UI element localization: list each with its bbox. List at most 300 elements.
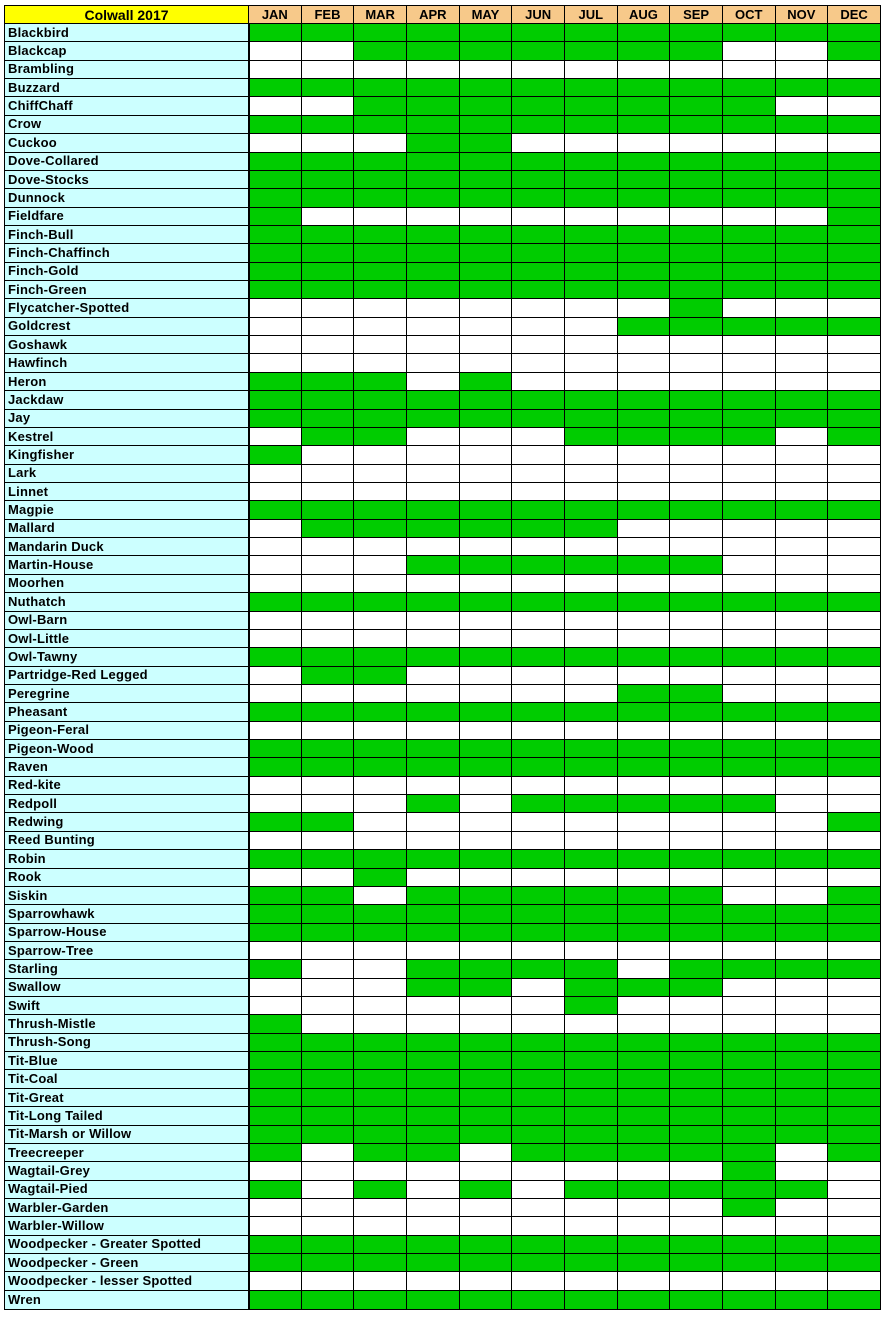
- sighting-cell-empty: [828, 776, 881, 794]
- sighting-cell-seen: [828, 960, 881, 978]
- sighting-cell-empty: [722, 813, 775, 831]
- sighting-cell-empty: [301, 721, 354, 739]
- sighting-cell-seen: [564, 24, 617, 42]
- sighting-cell-seen: [828, 207, 881, 225]
- sighting-cell-seen: [564, 1052, 617, 1070]
- sighting-cell-seen: [406, 905, 459, 923]
- sighting-cell-empty: [564, 1162, 617, 1180]
- sighting-cell-seen: [828, 648, 881, 666]
- sighting-cell-seen: [354, 1235, 407, 1253]
- sighting-cell-empty: [722, 831, 775, 849]
- sighting-cell-empty: [512, 1162, 565, 1180]
- sighting-cell-seen: [564, 262, 617, 280]
- sighting-cell-seen: [512, 24, 565, 42]
- sighting-cell-seen: [301, 281, 354, 299]
- sighting-cell-seen: [249, 905, 302, 923]
- sighting-cell-seen: [617, 1180, 670, 1198]
- sighting-cell-seen: [406, 593, 459, 611]
- bird-name-cell: Mallard: [5, 519, 249, 537]
- sighting-cell-empty: [564, 831, 617, 849]
- table-row: [5, 427, 881, 445]
- sighting-cell-empty: [670, 666, 723, 684]
- sighting-cell-seen: [354, 391, 407, 409]
- sighting-cell-empty: [459, 997, 512, 1015]
- sighting-cell-seen: [564, 1107, 617, 1125]
- sighting-cell-seen: [301, 409, 354, 427]
- sighting-cell-empty: [722, 1272, 775, 1290]
- sighting-cell-empty: [406, 813, 459, 831]
- sighting-cell-seen: [249, 262, 302, 280]
- sighting-cell-empty: [512, 666, 565, 684]
- sighting-cell-seen: [354, 923, 407, 941]
- sighting-cell-empty: [828, 482, 881, 500]
- sighting-cell-seen: [564, 281, 617, 299]
- sighting-cell-empty: [828, 978, 881, 996]
- sighting-cell-empty: [354, 611, 407, 629]
- bird-name-cell: Swallow: [5, 978, 249, 996]
- sighting-cell-seen: [617, 1254, 670, 1272]
- sighting-cell-empty: [564, 684, 617, 702]
- sighting-cell-seen: [828, 923, 881, 941]
- sighting-cell-empty: [406, 941, 459, 959]
- sighting-cell-empty: [354, 1272, 407, 1290]
- sighting-cell-seen: [775, 648, 828, 666]
- sighting-cell-empty: [512, 354, 565, 372]
- sighting-cell-seen: [617, 79, 670, 97]
- sighting-cell-empty: [406, 299, 459, 317]
- sighting-cell-empty: [512, 611, 565, 629]
- sighting-cell-empty: [670, 446, 723, 464]
- table-row: [5, 648, 881, 666]
- sighting-cell-seen: [722, 1180, 775, 1198]
- sighting-cell-empty: [670, 372, 723, 390]
- month-header-jan: JAN: [249, 6, 302, 24]
- sighting-cell-seen: [459, 978, 512, 996]
- sighting-cell-empty: [354, 776, 407, 794]
- sighting-cell-seen: [670, 1107, 723, 1125]
- sighting-cell-seen: [512, 960, 565, 978]
- sighting-cell-empty: [406, 684, 459, 702]
- sighting-cell-seen: [406, 501, 459, 519]
- sighting-cell-empty: [301, 1272, 354, 1290]
- sighting-cell-seen: [670, 886, 723, 904]
- sighting-cell-empty: [617, 464, 670, 482]
- sighting-cell-seen: [301, 886, 354, 904]
- table-row: [5, 244, 881, 262]
- sighting-cell-empty: [617, 207, 670, 225]
- sighting-cell-empty: [564, 629, 617, 647]
- sighting-cell-seen: [459, 593, 512, 611]
- sighting-cell-empty: [775, 299, 828, 317]
- sighting-cell-empty: [249, 1162, 302, 1180]
- sighting-cell-seen: [722, 1052, 775, 1070]
- sighting-cell-seen: [670, 170, 723, 188]
- sighting-cell-empty: [722, 886, 775, 904]
- sighting-cell-seen: [564, 152, 617, 170]
- sighting-cell-empty: [406, 721, 459, 739]
- sighting-cell-seen: [354, 1143, 407, 1161]
- sighting-cell-seen: [775, 703, 828, 721]
- sighting-cell-empty: [512, 1180, 565, 1198]
- sighting-cell-empty: [722, 978, 775, 996]
- table-row: [5, 1143, 881, 1161]
- sighting-cell-seen: [354, 850, 407, 868]
- bird-name-cell: Redpoll: [5, 795, 249, 813]
- sighting-cell-seen: [459, 134, 512, 152]
- sighting-cell-seen: [249, 1125, 302, 1143]
- sighting-cell-seen: [406, 1125, 459, 1143]
- sighting-cell-seen: [406, 850, 459, 868]
- sighting-cell-seen: [775, 1033, 828, 1051]
- sighting-cell-empty: [828, 519, 881, 537]
- sighting-cell-seen: [406, 225, 459, 243]
- sighting-cell-empty: [301, 831, 354, 849]
- sighting-cell-empty: [512, 831, 565, 849]
- sighting-cell-seen: [406, 97, 459, 115]
- sighting-cell-empty: [406, 666, 459, 684]
- sighting-cell-seen: [828, 152, 881, 170]
- sighting-cell-empty: [564, 354, 617, 372]
- sighting-cell-seen: [722, 923, 775, 941]
- sighting-cell-seen: [828, 42, 881, 60]
- sighting-cell-empty: [775, 372, 828, 390]
- sighting-cell-seen: [775, 262, 828, 280]
- sighting-cell-empty: [512, 776, 565, 794]
- sighting-cell-empty: [775, 336, 828, 354]
- sighting-cell-empty: [301, 868, 354, 886]
- sighting-cell-seen: [670, 1143, 723, 1161]
- sighting-cell-seen: [301, 225, 354, 243]
- sighting-cell-empty: [459, 813, 512, 831]
- sighting-cell-seen: [670, 593, 723, 611]
- sighting-cell-seen: [670, 1033, 723, 1051]
- sighting-cell-empty: [722, 556, 775, 574]
- sighting-cell-empty: [828, 629, 881, 647]
- sighting-cell-empty: [406, 831, 459, 849]
- bird-name-cell: Magpie: [5, 501, 249, 519]
- sighting-cell-seen: [459, 960, 512, 978]
- month-header-may: MAY: [459, 6, 512, 24]
- sighting-cell-empty: [617, 831, 670, 849]
- sighting-cell-seen: [301, 850, 354, 868]
- table-row: [5, 868, 881, 886]
- table-row: [5, 593, 881, 611]
- bird-name-cell: Reed Bunting: [5, 831, 249, 849]
- sighting-cell-empty: [406, 629, 459, 647]
- sighting-cell-seen: [459, 1290, 512, 1309]
- sighting-cell-empty: [249, 299, 302, 317]
- sighting-cell-seen: [564, 648, 617, 666]
- sighting-cell-seen: [564, 1180, 617, 1198]
- sighting-cell-seen: [354, 115, 407, 133]
- sighting-cell-empty: [459, 427, 512, 445]
- sighting-cell-empty: [617, 519, 670, 537]
- month-header-sep: SEP: [670, 6, 723, 24]
- sighting-cell-seen: [512, 1235, 565, 1253]
- sighting-cell-seen: [406, 1290, 459, 1309]
- bird-name-cell: Redwing: [5, 813, 249, 831]
- sighting-cell-empty: [564, 868, 617, 886]
- sighting-cell-empty: [775, 574, 828, 592]
- sighting-cell-seen: [722, 1125, 775, 1143]
- table-row: [5, 501, 881, 519]
- sighting-cell-seen: [249, 115, 302, 133]
- sighting-cell-seen: [354, 189, 407, 207]
- sighting-cell-seen: [354, 152, 407, 170]
- sighting-cell-seen: [249, 1052, 302, 1070]
- sighting-cell-seen: [249, 207, 302, 225]
- sighting-cell-seen: [828, 886, 881, 904]
- sighting-cell-empty: [617, 721, 670, 739]
- sighting-cell-empty: [564, 60, 617, 78]
- sighting-cell-seen: [406, 1235, 459, 1253]
- sighting-cell-seen: [564, 1033, 617, 1051]
- sighting-cell-seen: [670, 1235, 723, 1253]
- sighting-cell-seen: [512, 262, 565, 280]
- sighting-cell-seen: [564, 960, 617, 978]
- sighting-cell-empty: [722, 684, 775, 702]
- sighting-cell-seen: [670, 648, 723, 666]
- sighting-cell-empty: [301, 336, 354, 354]
- sighting-cell-seen: [249, 593, 302, 611]
- sighting-cell-seen: [670, 684, 723, 702]
- sighting-cell-empty: [459, 207, 512, 225]
- bird-name-cell: Moorhen: [5, 574, 249, 592]
- table-row: [5, 42, 881, 60]
- sighting-cell-seen: [512, 501, 565, 519]
- sighting-cell-seen: [617, 923, 670, 941]
- bird-name-cell: Kingfisher: [5, 446, 249, 464]
- table-row: [5, 666, 881, 684]
- sighting-cell-seen: [722, 850, 775, 868]
- sighting-cell-empty: [670, 1199, 723, 1217]
- sighting-cell-empty: [564, 336, 617, 354]
- sighting-cell-seen: [354, 1290, 407, 1309]
- table-row: [5, 299, 881, 317]
- sighting-cell-seen: [301, 905, 354, 923]
- sighting-cell-empty: [249, 1217, 302, 1235]
- sighting-cell-empty: [406, 60, 459, 78]
- sighting-cell-seen: [301, 1254, 354, 1272]
- sighting-cell-empty: [301, 795, 354, 813]
- sighting-cell-seen: [564, 593, 617, 611]
- bird-name-cell: Dunnock: [5, 189, 249, 207]
- sighting-cell-seen: [722, 244, 775, 262]
- sighting-cell-empty: [459, 1217, 512, 1235]
- sighting-cell-empty: [828, 134, 881, 152]
- bird-name-cell: Owl-Little: [5, 629, 249, 647]
- sighting-cell-seen: [512, 97, 565, 115]
- sighting-cell-empty: [249, 42, 302, 60]
- sighting-cell-empty: [617, 372, 670, 390]
- sighting-cell-empty: [670, 60, 723, 78]
- sighting-cell-seen: [512, 225, 565, 243]
- sighting-cell-seen: [722, 795, 775, 813]
- sighting-cell-empty: [828, 666, 881, 684]
- bird-name-cell: Owl-Barn: [5, 611, 249, 629]
- table-row: [5, 354, 881, 372]
- sighting-cell-empty: [617, 482, 670, 500]
- sighting-cell-empty: [828, 1272, 881, 1290]
- sighting-cell-empty: [301, 611, 354, 629]
- sighting-cell-empty: [775, 134, 828, 152]
- sighting-cell-seen: [301, 262, 354, 280]
- sighting-cell-seen: [354, 648, 407, 666]
- sighting-cell-empty: [828, 464, 881, 482]
- sighting-cell-empty: [564, 1015, 617, 1033]
- sighting-cell-seen: [564, 795, 617, 813]
- sighting-cell-seen: [249, 79, 302, 97]
- sighting-cell-seen: [722, 1033, 775, 1051]
- sighting-cell-seen: [459, 1033, 512, 1051]
- sighting-cell-seen: [301, 648, 354, 666]
- sighting-cell-empty: [301, 997, 354, 1015]
- sighting-cell-seen: [722, 1107, 775, 1125]
- table-row: [5, 850, 881, 868]
- sighting-cell-empty: [512, 997, 565, 1015]
- table-row: [5, 574, 881, 592]
- sighting-cell-empty: [354, 207, 407, 225]
- sighting-cell-seen: [512, 519, 565, 537]
- sighting-cell-empty: [564, 721, 617, 739]
- sighting-cell-seen: [775, 1290, 828, 1309]
- sighting-cell-seen: [617, 1052, 670, 1070]
- sighting-cell-empty: [406, 1272, 459, 1290]
- sighting-cell-seen: [775, 740, 828, 758]
- bird-name-cell: Hawfinch: [5, 354, 249, 372]
- sighting-cell-empty: [775, 941, 828, 959]
- sighting-cell-empty: [617, 960, 670, 978]
- sighting-cell-empty: [459, 1272, 512, 1290]
- sighting-cell-seen: [459, 1235, 512, 1253]
- sighting-cell-seen: [617, 978, 670, 996]
- sighting-cell-empty: [512, 1015, 565, 1033]
- sighting-cell-seen: [249, 446, 302, 464]
- sighting-cell-seen: [617, 1107, 670, 1125]
- sighting-cell-seen: [512, 1088, 565, 1106]
- sighting-cell-seen: [828, 115, 881, 133]
- sighting-cell-empty: [617, 997, 670, 1015]
- sighting-cell-empty: [301, 960, 354, 978]
- sighting-cell-seen: [301, 593, 354, 611]
- sighting-cell-seen: [459, 1180, 512, 1198]
- table-row: [5, 1107, 881, 1125]
- sighting-cell-empty: [512, 446, 565, 464]
- sighting-cell-empty: [722, 464, 775, 482]
- sighting-cell-seen: [722, 189, 775, 207]
- sighting-cell-seen: [617, 427, 670, 445]
- bird-sightings-table: [4, 5, 881, 1310]
- sighting-cell-empty: [354, 721, 407, 739]
- sighting-cell-seen: [512, 905, 565, 923]
- bird-name-cell: Linnet: [5, 482, 249, 500]
- sighting-cell-empty: [775, 519, 828, 537]
- sighting-cell-seen: [828, 1143, 881, 1161]
- sighting-cell-seen: [670, 189, 723, 207]
- table-row: [5, 225, 881, 243]
- sighting-cell-empty: [301, 207, 354, 225]
- sighting-cell-seen: [354, 703, 407, 721]
- sighting-cell-seen: [512, 409, 565, 427]
- sighting-cell-empty: [722, 721, 775, 739]
- sighting-cell-seen: [301, 79, 354, 97]
- sighting-cell-empty: [249, 721, 302, 739]
- sighting-cell-seen: [512, 1143, 565, 1161]
- sighting-cell-seen: [828, 1254, 881, 1272]
- bird-name-cell: Thrush-Mistle: [5, 1015, 249, 1033]
- sighting-cell-seen: [249, 960, 302, 978]
- sighting-cell-empty: [564, 317, 617, 335]
- sighting-cell-seen: [301, 813, 354, 831]
- sighting-cell-seen: [722, 960, 775, 978]
- sighting-cell-seen: [354, 42, 407, 60]
- sighting-cell-seen: [249, 1290, 302, 1309]
- sighting-cell-empty: [722, 134, 775, 152]
- sighting-cell-seen: [301, 391, 354, 409]
- sighting-cell-empty: [775, 482, 828, 500]
- sighting-cell-empty: [459, 574, 512, 592]
- sighting-cell-seen: [670, 740, 723, 758]
- sighting-cell-seen: [459, 189, 512, 207]
- sighting-cell-empty: [775, 97, 828, 115]
- sighting-cell-empty: [512, 941, 565, 959]
- sighting-cell-seen: [249, 409, 302, 427]
- sighting-cell-seen: [617, 905, 670, 923]
- sighting-cell-seen: [249, 1015, 302, 1033]
- sighting-cell-empty: [564, 776, 617, 794]
- sighting-cell-seen: [512, 42, 565, 60]
- table-row: [5, 629, 881, 647]
- sighting-cell-empty: [354, 960, 407, 978]
- sighting-cell-empty: [459, 941, 512, 959]
- sighting-cell-seen: [670, 299, 723, 317]
- sighting-cell-empty: [564, 574, 617, 592]
- table-row: [5, 170, 881, 188]
- sighting-cell-seen: [564, 391, 617, 409]
- sighting-cell-seen: [459, 905, 512, 923]
- sighting-cell-empty: [249, 684, 302, 702]
- table-body: [5, 24, 881, 1310]
- sighting-cell-seen: [512, 281, 565, 299]
- sighting-cell-empty: [617, 574, 670, 592]
- sighting-cell-seen: [249, 391, 302, 409]
- sighting-cell-empty: [564, 941, 617, 959]
- sighting-cell-seen: [459, 115, 512, 133]
- bird-name-cell: Dove-Collared: [5, 152, 249, 170]
- sighting-cell-empty: [670, 207, 723, 225]
- sighting-cell-seen: [722, 281, 775, 299]
- sighting-cell-empty: [512, 317, 565, 335]
- sighting-cell-empty: [459, 611, 512, 629]
- sighting-cell-empty: [722, 60, 775, 78]
- sighting-cell-empty: [564, 1199, 617, 1217]
- sighting-cell-empty: [406, 354, 459, 372]
- sighting-cell-seen: [459, 281, 512, 299]
- bird-name-cell: Woodpecker - lesser Spotted: [5, 1272, 249, 1290]
- sighting-cell-empty: [722, 997, 775, 1015]
- table-row: [5, 905, 881, 923]
- sighting-cell-seen: [249, 813, 302, 831]
- sighting-cell-seen: [617, 593, 670, 611]
- table-row: [5, 446, 881, 464]
- sighting-cell-empty: [722, 207, 775, 225]
- table-row: [5, 391, 881, 409]
- sighting-cell-seen: [512, 391, 565, 409]
- sighting-cell-empty: [670, 538, 723, 556]
- sighting-cell-seen: [249, 1033, 302, 1051]
- sighting-cell-empty: [722, 868, 775, 886]
- sighting-cell-empty: [722, 611, 775, 629]
